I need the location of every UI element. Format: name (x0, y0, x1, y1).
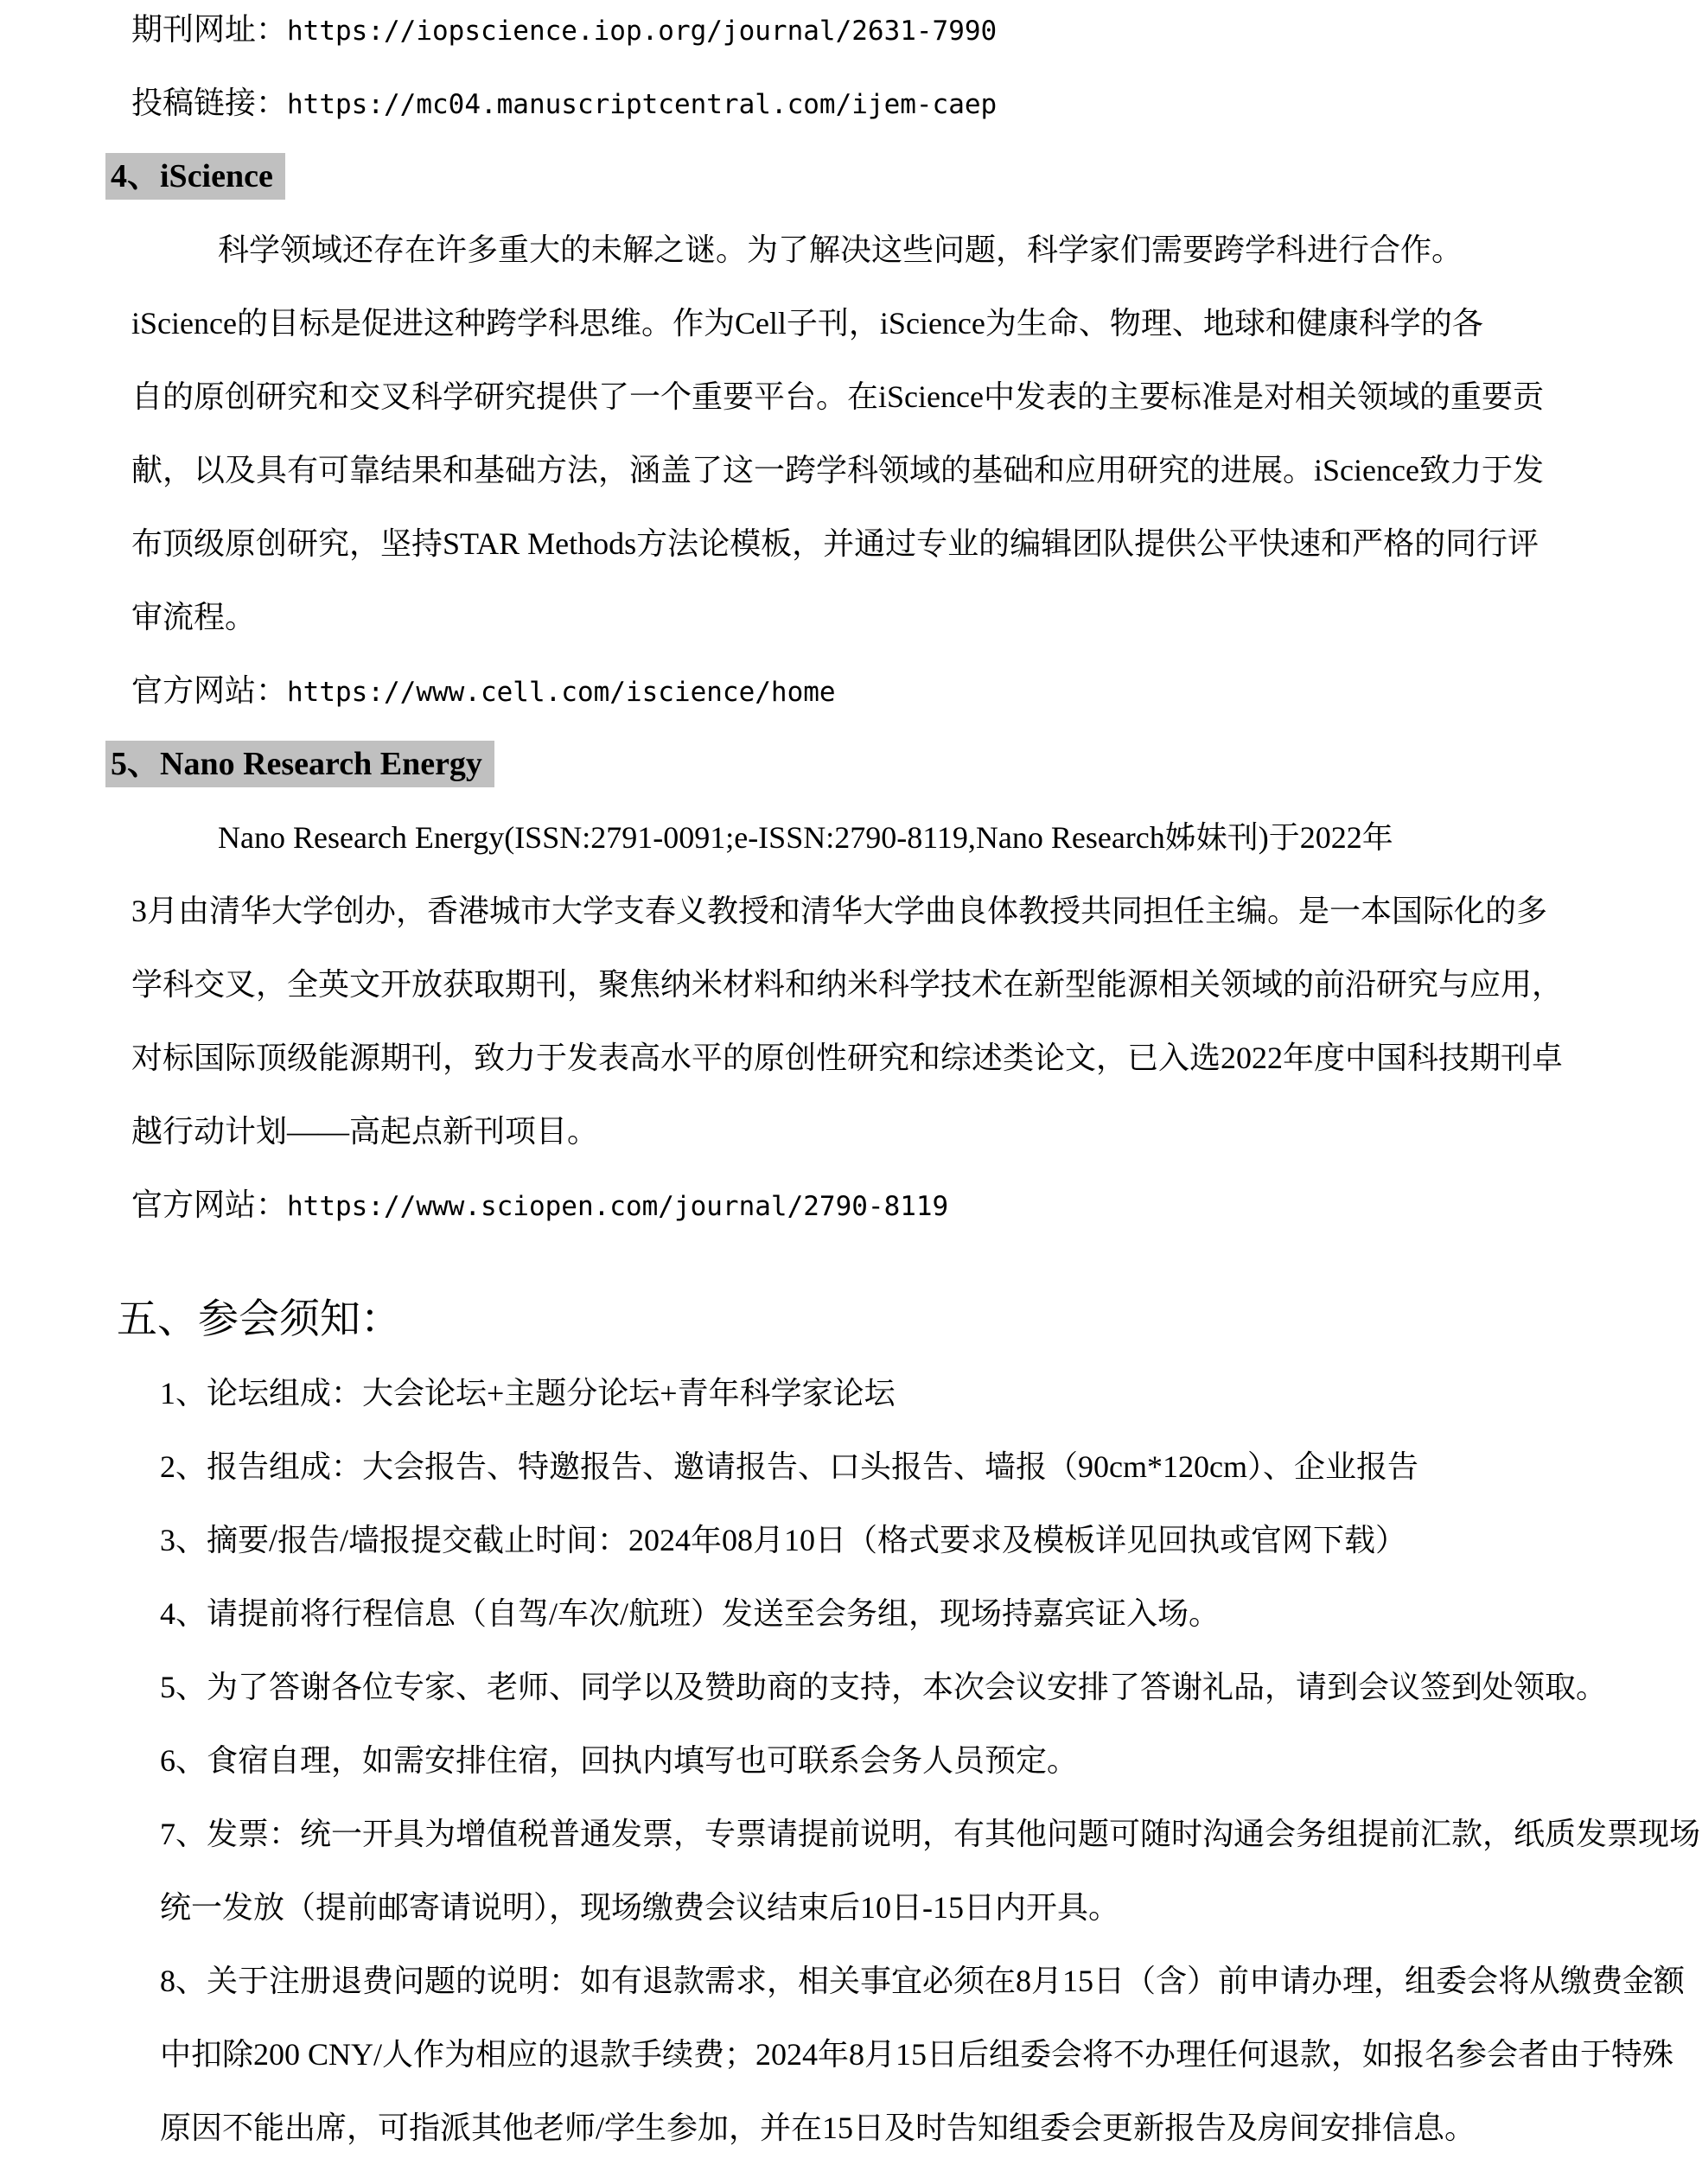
iscience-paragraph-line: 审流程。 (131, 600, 257, 634)
journal-url-text: https://iopscience.iop.org/journal/2631-7990 (287, 16, 998, 47)
note-item-8-line-1: 8、关于注册退费问题的说明：如有退款需求，相关事宜必须在8月15日（含）前申请办理，组委会将从缴费金额 (160, 1964, 1686, 1998)
note-item-4: 4、请提前将行程信息（自驾/车次/航班）发送至会务组，现场持嘉宾证入场。 (160, 1596, 1221, 1631)
nre-website-line (131, 1168, 1702, 1242)
section-iscience-heading: 4、iScience (105, 153, 285, 200)
note-item-3: 3、摘要/报告/墙报提交截止时间：2024年08月10日（格式要求及模板详见回执或官网下载） (160, 1523, 1407, 1557)
notes-section-heading: 五、参会须知： (117, 1297, 401, 1342)
section-iscience-heading-line (105, 140, 1702, 213)
note-item-7-line-2: 统一发放（提前邮寄请说明），现场缴费会议结束后10日-15日内开具。 (160, 1890, 1119, 1925)
note-item-1: 1、论坛组成：大会论坛+主题分论坛+青年科学家论坛 (160, 1376, 896, 1410)
submission-url-line (131, 67, 1702, 140)
iscience-paragraph-line: 科学领域还存在许多重大的未解之谜。为了解决这些问题，科学家们需要跨学科进行合作。 (218, 232, 1463, 267)
nre-paragraph-line: 学科交叉，全英文开放获取期刊，聚焦纳米材料和纳米科学技术在新型能源相关领域的前沿研究与应用， (131, 967, 1564, 1002)
note-item-5: 5、为了答谢各位专家、老师、同学以及赞助商的支持，本次会议安排了答谢礼品，请到会议签到处领取。 (160, 1670, 1608, 1704)
journal-url-label: 期刊网址： (131, 12, 288, 47)
iscience-paragraph-line: iScience的目标是促进这种跨学科思维。作为Cell子刊，iScience为生命、物理、地球和健康科学的各 (131, 306, 1483, 341)
submission-url-text: https://mc04.manuscriptcentral.com/ijem-caep (287, 89, 998, 120)
nre-paragraph-line: 3月由清华大学创办，香港城市大学支春义教授和清华大学曲良体教授共同担任主编。是一本国际化的多 (131, 894, 1548, 928)
nre-paragraph-line: 越行动计划——高起点新刊项目。 (131, 1114, 599, 1149)
section-nre-heading-line (105, 728, 1702, 801)
iscience-website-label: 官方网站： (131, 673, 288, 708)
note-item-2: 2、报告组成：大会报告、特邀报告、邀请报告、口头报告、墙报（90cm*120cm）、企业报告 (160, 1449, 1418, 1484)
nre-paragraph-line: Nano Research Energy(ISSN:2791-0091;e-ISSN:2790-8119,Nano Research姊妹刊)于2022年 (218, 820, 1393, 855)
nre-paragraph-line: 对标国际顶级能源期刊，致力于发表高水平的原创性研究和综述类论文，已入选2022年度中国科技期刊卓 (131, 1041, 1564, 1075)
note-item-7-line-1: 7、发票：统一开具为增值税普通发票，专票请提前说明，有其他问题可随时沟通会务组提前汇款，纸质发票现场 (160, 1817, 1701, 1851)
note-item-8-line-2: 中扣除200 CNY/人作为相应的退款手续费；2024年8月15日后组委会将不办理任何退款，如报名参会者由于特殊 (160, 2037, 1674, 2072)
nre-website-url: https://www.sciopen.com/journal/2790-8119 (287, 1191, 949, 1222)
note-item-8-line-3: 原因不能出席，可指派其他老师/学生参加，并在15日及时告知组委会更新报告及房间安排信息。 (160, 2111, 1476, 2145)
iscience-website-url: https://www.cell.com/iscience/home (287, 677, 836, 708)
section-nre-heading: 5、Nano Research Energy (105, 741, 494, 787)
journal-url-line (131, 0, 1702, 67)
iscience-paragraph-line: 布顶级原创研究，坚持STAR Methods方法论模板，并通过专业的编辑团队提供公平快速和严格的同行评 (131, 526, 1539, 561)
note-item-6: 6、食宿自理，如需安排住宿，回执内填写也可联系会务人员预定。 (160, 1743, 1079, 1778)
submission-url-label: 投稿链接： (131, 86, 288, 120)
iscience-website-line (131, 654, 1702, 728)
nre-website-label: 官方网站： (131, 1188, 288, 1222)
iscience-paragraph-line: 自的原创研究和交叉科学研究提供了一个重要平台。在iScience中发表的主要标准是对相关领域的重要贡 (131, 379, 1544, 414)
iscience-paragraph-line: 献，以及具有可靠结果和基础方法，涵盖了这一跨学科领域的基础和应用研究的进展。iScience致力于发 (131, 453, 1544, 487)
